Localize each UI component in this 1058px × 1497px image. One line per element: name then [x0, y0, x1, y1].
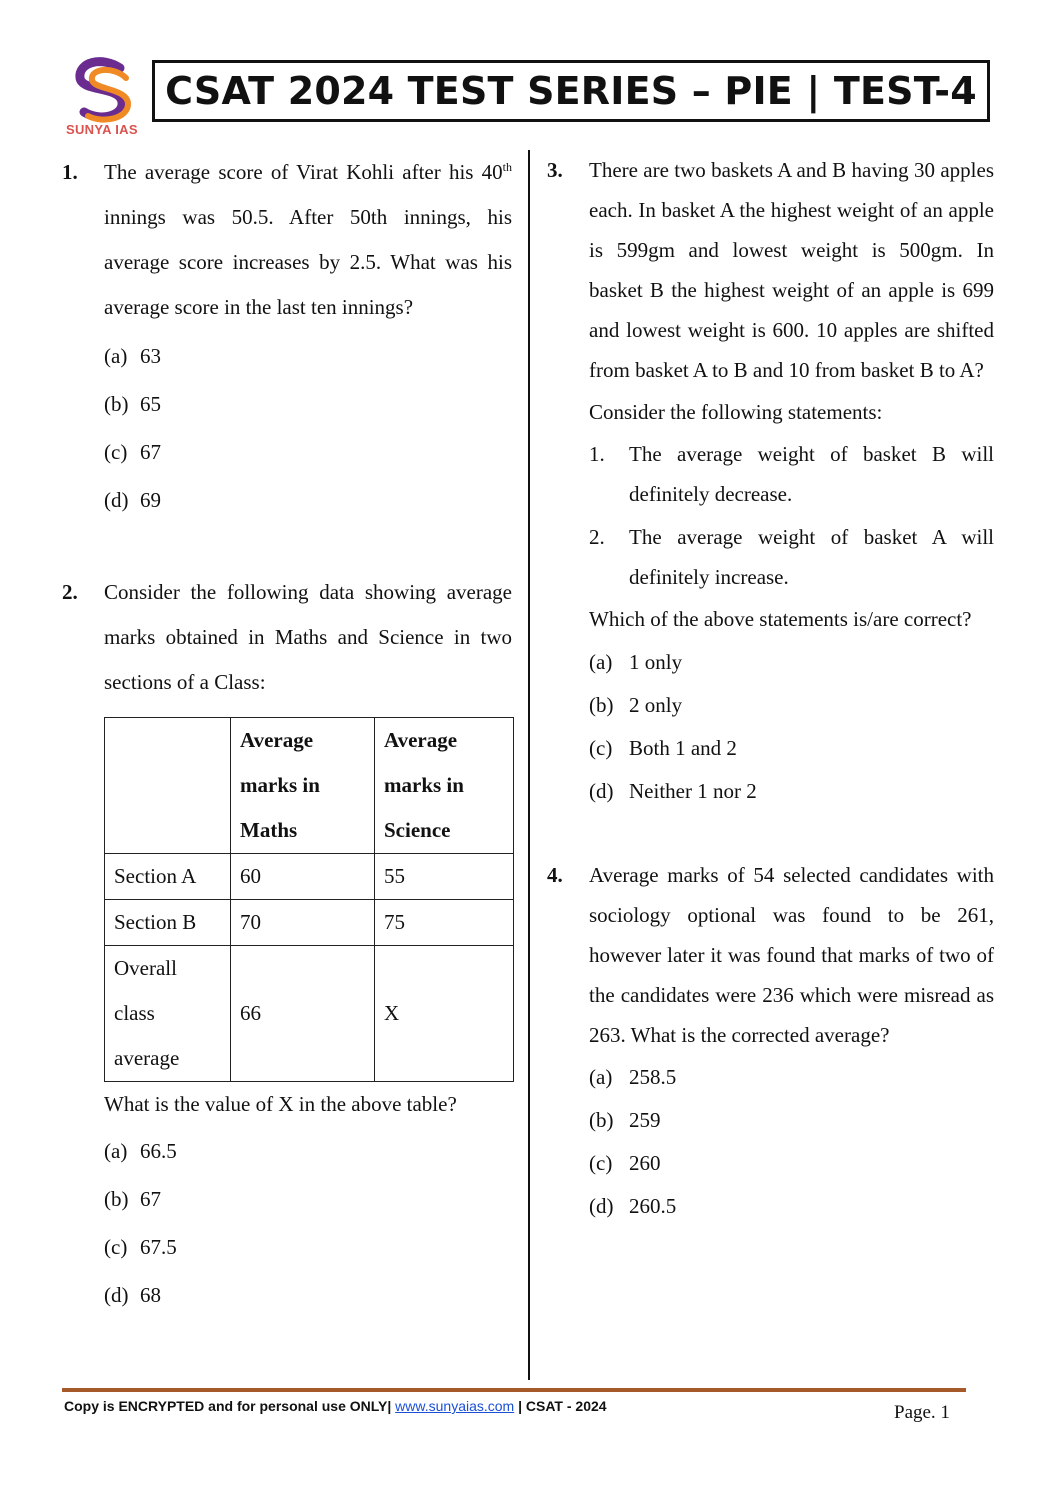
table-cell: 66: [231, 946, 375, 1082]
question-text: The average score of Virat Kohli after his 40th innings was 50.5. After 50th innings, his average score increases by 2.5. What was his average score in the last ten innings?: [104, 160, 512, 319]
question-2: [62, 570, 512, 705]
footer-text: Copy is ENCRYPTED and for personal use ONLY| www.sunyaias.com | CSAT - 2024: [64, 1398, 607, 1414]
marks-table: [104, 717, 514, 1082]
question-number: 2.: [62, 580, 78, 604]
option-c[interactable]: (c) 67.5: [104, 1235, 177, 1259]
left-column: [62, 150, 512, 1319]
question-4: [547, 855, 994, 1228]
statement-2: 2. The average weight of basket A will definitely increase.: [589, 525, 994, 589]
option-c[interactable]: (c) 260: [589, 1151, 661, 1175]
option-a[interactable]: (a) 66.5: [104, 1139, 177, 1163]
question-1: [62, 150, 512, 524]
footer-rule: [62, 1388, 966, 1392]
question-prompt: Which of the above statements is/are correct?: [589, 607, 972, 631]
option-d[interactable]: (d) 68: [104, 1283, 161, 1307]
table-cell: 75: [375, 900, 514, 946]
right-column: [547, 150, 994, 1228]
table-row: [105, 946, 514, 1082]
option-b[interactable]: (b) 65: [104, 392, 161, 416]
table-row: [105, 854, 514, 900]
option-b[interactable]: (b) 67: [104, 1187, 161, 1211]
logo-text: SUNYA IAS: [66, 122, 138, 137]
table-cell: 70: [231, 900, 375, 946]
table-cell: Section A: [105, 854, 231, 900]
page-number: Page. 1: [894, 1402, 950, 1423]
table-header-row: [105, 718, 514, 854]
table-header-cell: Average marks in Science: [375, 718, 514, 854]
option-a[interactable]: (a) 1 only: [589, 650, 683, 674]
question-text: Consider the following data showing average marks obtained in Maths and Science in two sections of a Class:: [104, 580, 512, 694]
question-number: 4.: [547, 863, 563, 887]
option-d[interactable]: (d) Neither 1 nor 2: [589, 779, 757, 803]
table-cell: 60: [231, 854, 375, 900]
table-header-cell: Average marks in Maths: [231, 718, 375, 854]
website-link[interactable]: www.sunyaias.com: [395, 1398, 515, 1414]
consider-text: Consider the following statements:: [589, 400, 883, 424]
option-c[interactable]: (c) 67: [104, 440, 161, 464]
question-3: [547, 150, 994, 813]
table-row: [105, 900, 514, 946]
page-title: CSAT 2024 TEST SERIES – PIE | TEST-4: [165, 69, 977, 113]
table-cell: Section B: [105, 900, 231, 946]
title-box: [152, 60, 990, 122]
table-header-cell: [105, 718, 231, 854]
question-text: There are two baskets A and B having 30 apples each. In basket A the highest weight of an apple is 599gm and lowest weight is 500gm. In basket B the highest weight of an apple is 699 and lowest weight is 600. 10 apples are shifted from basket A to B and 10 from basket B to A?: [589, 158, 994, 382]
table-cell: Overall class average: [105, 946, 231, 1082]
option-d[interactable]: (d) 260.5: [589, 1194, 677, 1218]
statement-1: 1. The average weight of basket B will definitely decrease.: [589, 442, 994, 506]
table-cell: X: [375, 946, 514, 1082]
option-a[interactable]: (a) 258.5: [589, 1065, 677, 1089]
table-cell: 55: [375, 854, 514, 900]
question-prompt: What is the value of X in the above table?: [104, 1092, 457, 1116]
option-d[interactable]: (d) 69: [104, 488, 161, 512]
option-b[interactable]: (b) 259: [589, 1108, 661, 1132]
option-a[interactable]: (a) 63: [104, 344, 161, 368]
option-c[interactable]: (c) Both 1 and 2: [589, 736, 737, 760]
question-number: 1.: [62, 160, 78, 184]
column-divider: [528, 150, 530, 1380]
question-number: 3.: [547, 158, 563, 182]
question-text: Average marks of 54 selected candidates with sociology optional was found to be 261, however later it was found that marks of two of the candidates were 236 which were misread as 263. What is the corrected average?: [589, 863, 994, 1047]
option-b[interactable]: (b) 2 only: [589, 693, 683, 717]
